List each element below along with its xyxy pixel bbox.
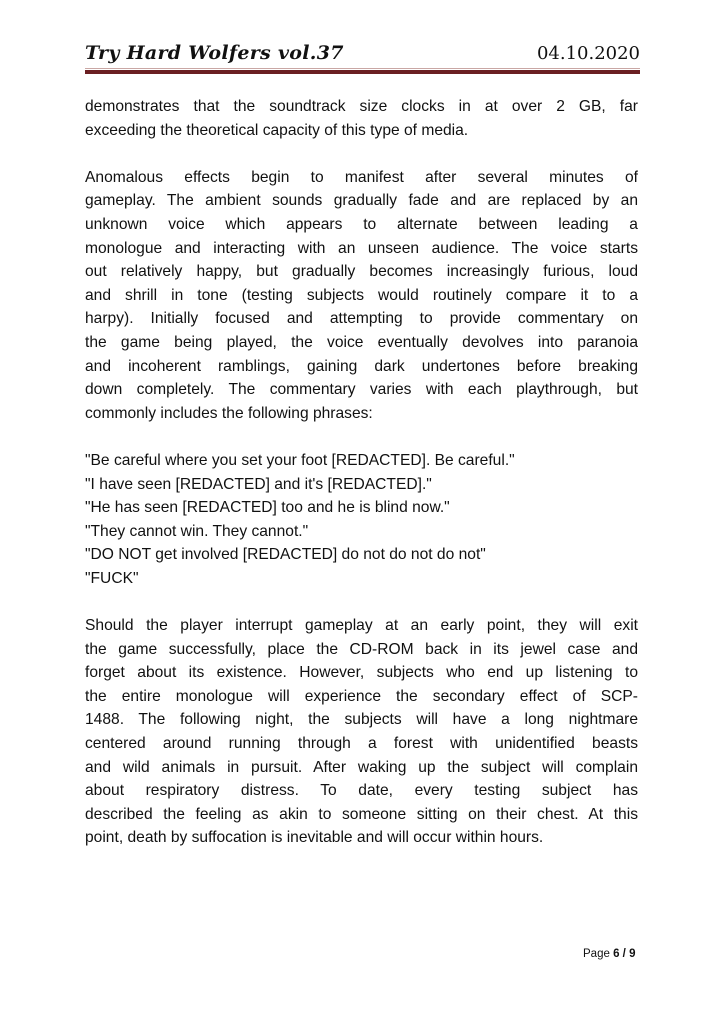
publication-title: Try Hard Wolfers vol.37 bbox=[85, 42, 344, 64]
page-footer bbox=[583, 948, 635, 960]
quoted-phrase: "DO NOT get involved [REDACTED] do not do not do not" bbox=[85, 546, 486, 564]
total-pages: 9 bbox=[629, 948, 636, 960]
text-line: monologue and interacting with an unseen audience. The voice starts bbox=[85, 239, 638, 257]
text-line: Anomalous effects begin to manifest after several minutes of bbox=[85, 168, 638, 186]
text-line: forget about its existence. However, subjects who end up listening to bbox=[85, 664, 638, 682]
text-line: and shrill in tone (testing subjects would routinely compare it to a bbox=[85, 286, 638, 304]
header-rule-thick bbox=[85, 70, 640, 74]
text-line: down completely. The commentary varies with each playthrough, but bbox=[85, 381, 638, 399]
paragraph bbox=[85, 614, 638, 850]
quoted-phrase: "They cannot win. They cannot." bbox=[85, 522, 309, 540]
text-line: unknown voice which appears to alternate between leading a bbox=[85, 215, 638, 233]
page-header bbox=[85, 42, 640, 66]
text-line: out relatively happy, but gradually becomes increasingly furious, loud bbox=[85, 263, 638, 281]
page-label: Page bbox=[583, 948, 614, 960]
text-line: described the feeling as akin to someone sitting on their chest. At this bbox=[85, 805, 638, 823]
text-line: exceeding the theoretical capacity of this type of media. bbox=[85, 121, 469, 139]
paragraph bbox=[85, 166, 638, 426]
body-text bbox=[85, 95, 638, 850]
text-line: the entire monologue will experience the secondary effect of SCP- bbox=[85, 687, 638, 705]
quoted-phrase: "FUCK" bbox=[85, 569, 139, 587]
text-line: harpy). Initially focused and attempting to provide commentary on bbox=[85, 310, 638, 328]
page-separator: / bbox=[622, 948, 630, 960]
quoted-phrases bbox=[85, 449, 638, 591]
text-line: 1488. The following night, the subjects will have a long nightmare bbox=[85, 711, 638, 729]
text-line: about respiratory distress. To date, every testing subject has bbox=[85, 782, 638, 800]
quoted-phrase: "Be careful where you set your foot [REDACTED]. Be careful." bbox=[85, 451, 515, 469]
text-line: centered around running through a forest with unidentified beasts bbox=[85, 735, 638, 753]
current-page-number: 6 bbox=[613, 948, 620, 960]
header-rule-thin bbox=[85, 68, 640, 69]
paragraph bbox=[85, 95, 638, 142]
text-line: and wild animals in pursuit. After waking up the subject will complain bbox=[85, 758, 638, 776]
text-line: Should the player interrupt gameplay at an early point, they will exit bbox=[85, 617, 638, 635]
text-line: point, death by suffocation is inevitable and will occur within hours. bbox=[85, 829, 544, 847]
publication-date: 04.10.2020 bbox=[536, 43, 640, 64]
quoted-phrase: "He has seen [REDACTED] too and he is blind now." bbox=[85, 499, 450, 517]
text-line: and incoherent ramblings, gaining dark undertones before breaking bbox=[85, 357, 638, 375]
text-line: the game successfully, place the CD-ROM back in its jewel case and bbox=[85, 640, 638, 658]
paragraph-gap bbox=[85, 590, 638, 614]
text-line: the game being played, the voice eventually devolves into paranoia bbox=[85, 333, 638, 351]
text-line: demonstrates that the soundtrack size clocks in at over 2 GB, far bbox=[85, 98, 638, 115]
quoted-phrase: "I have seen [REDACTED] and it's [REDACTED]." bbox=[85, 475, 432, 493]
paragraph-gap bbox=[85, 142, 638, 166]
paragraph-gap bbox=[85, 425, 638, 449]
text-line: gameplay. The ambient sounds gradually fade and are replaced by an bbox=[85, 192, 638, 210]
text-line: commonly includes the following phrases: bbox=[85, 404, 373, 422]
